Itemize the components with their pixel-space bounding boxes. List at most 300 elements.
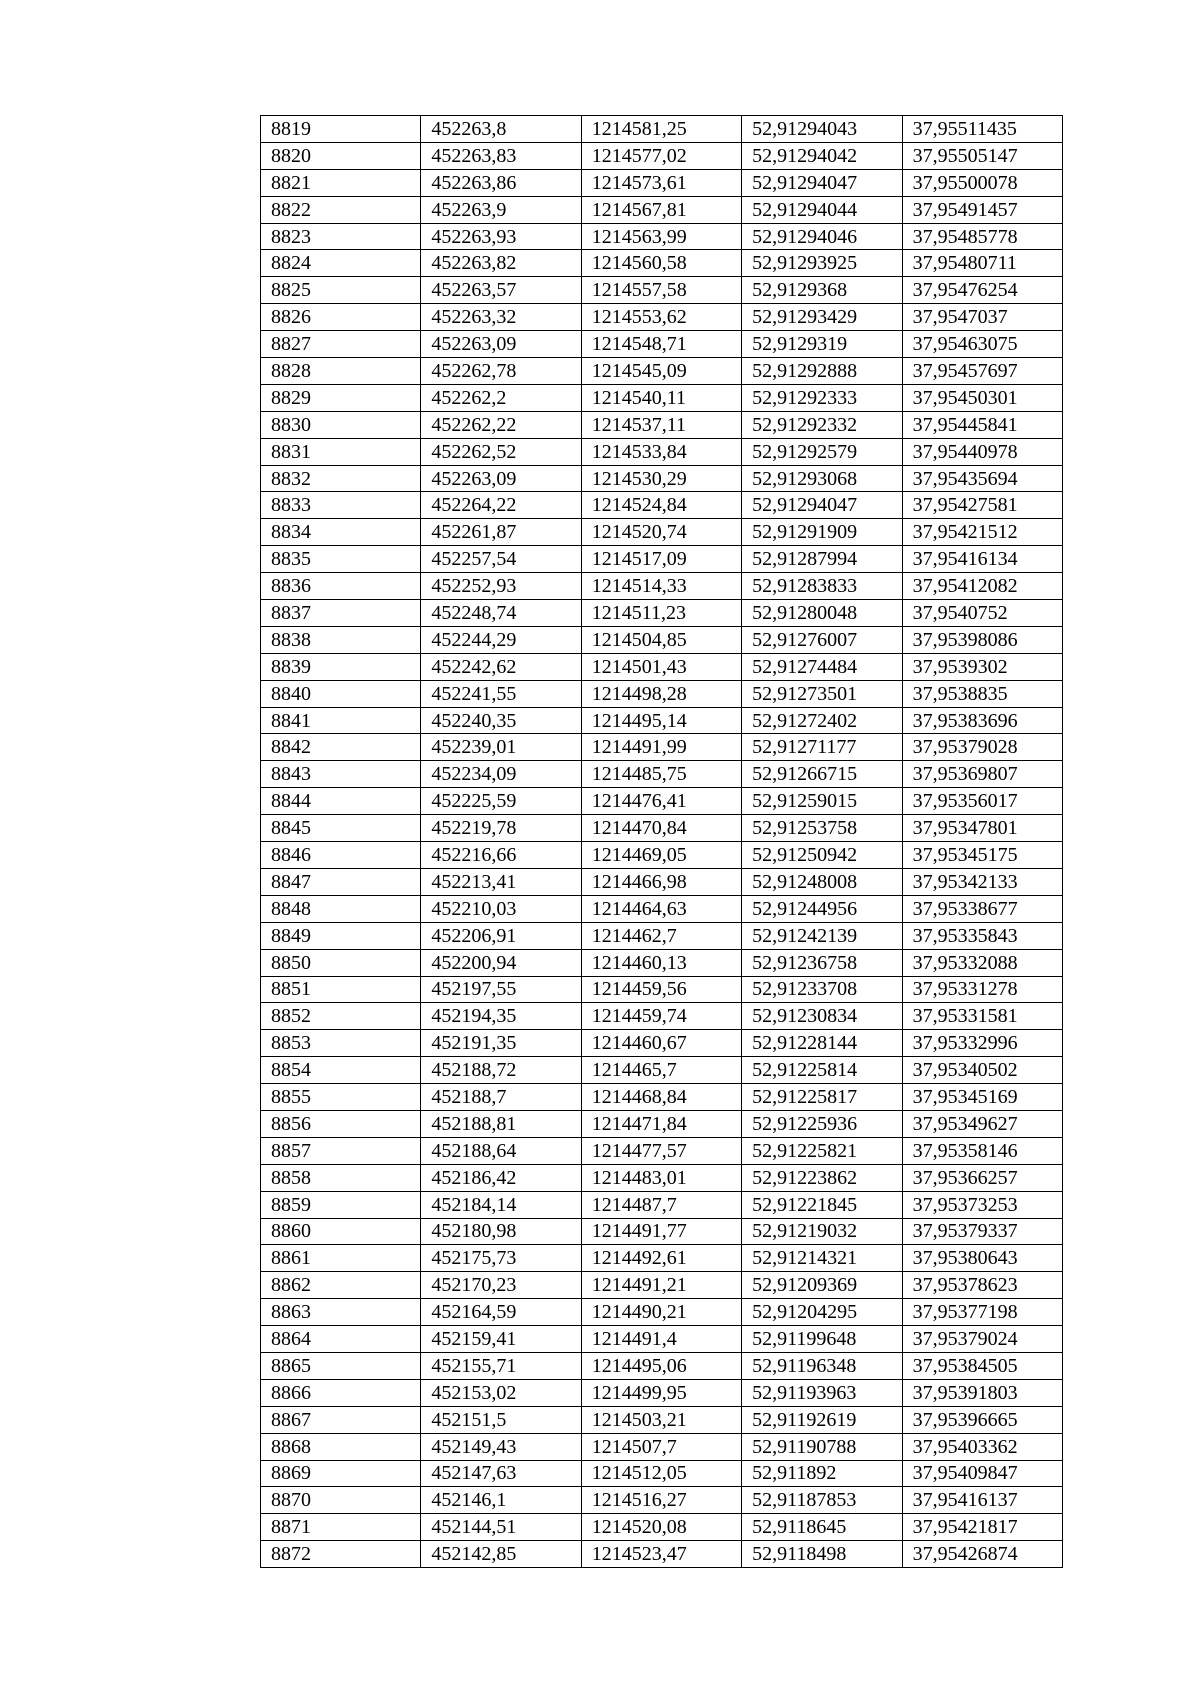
table-row bbox=[261, 1352, 1063, 1379]
y-coordinate-cell: 1214553,62 bbox=[581, 304, 741, 331]
x-coordinate-cell: 452144,51 bbox=[421, 1514, 581, 1541]
latitude-cell: 52,9118498 bbox=[742, 1541, 902, 1568]
latitude-cell: 52,91242139 bbox=[742, 922, 902, 949]
table-row bbox=[261, 1137, 1063, 1164]
table-row bbox=[261, 761, 1063, 788]
point-number-cell: 8824 bbox=[261, 250, 421, 277]
point-number-cell: 8871 bbox=[261, 1514, 421, 1541]
longitude-cell: 37,95378623 bbox=[902, 1272, 1062, 1299]
x-coordinate-cell: 452262,52 bbox=[421, 438, 581, 465]
point-number-cell: 8858 bbox=[261, 1164, 421, 1191]
latitude-cell: 52,91294047 bbox=[742, 169, 902, 196]
point-number-cell: 8836 bbox=[261, 573, 421, 600]
y-coordinate-cell: 1214512,05 bbox=[581, 1460, 741, 1487]
longitude-cell: 37,95338677 bbox=[902, 895, 1062, 922]
table-row bbox=[261, 1191, 1063, 1218]
y-coordinate-cell: 1214468,84 bbox=[581, 1084, 741, 1111]
table-row bbox=[261, 626, 1063, 653]
point-number-cell: 8845 bbox=[261, 815, 421, 842]
longitude-cell: 37,95457697 bbox=[902, 358, 1062, 385]
point-number-cell: 8868 bbox=[261, 1433, 421, 1460]
point-number-cell: 8843 bbox=[261, 761, 421, 788]
longitude-cell: 37,95505147 bbox=[902, 142, 1062, 169]
y-coordinate-cell: 1214567,81 bbox=[581, 196, 741, 223]
point-number-cell: 8864 bbox=[261, 1326, 421, 1353]
x-coordinate-cell: 452184,14 bbox=[421, 1191, 581, 1218]
latitude-cell: 52,91294044 bbox=[742, 196, 902, 223]
x-coordinate-cell: 452234,09 bbox=[421, 761, 581, 788]
longitude-cell: 37,95396665 bbox=[902, 1406, 1062, 1433]
point-number-cell: 8841 bbox=[261, 707, 421, 734]
y-coordinate-cell: 1214459,74 bbox=[581, 1003, 741, 1030]
longitude-cell: 37,95421817 bbox=[902, 1514, 1062, 1541]
x-coordinate-cell: 452262,22 bbox=[421, 411, 581, 438]
longitude-cell: 37,95391803 bbox=[902, 1379, 1062, 1406]
longitude-cell: 37,95440978 bbox=[902, 438, 1062, 465]
table-row bbox=[261, 465, 1063, 492]
point-number-cell: 8853 bbox=[261, 1030, 421, 1057]
y-coordinate-cell: 1214517,09 bbox=[581, 546, 741, 573]
point-number-cell: 8820 bbox=[261, 142, 421, 169]
longitude-cell: 37,9547037 bbox=[902, 304, 1062, 331]
table-row bbox=[261, 492, 1063, 519]
latitude-cell: 52,91221845 bbox=[742, 1191, 902, 1218]
x-coordinate-cell: 452188,7 bbox=[421, 1084, 581, 1111]
point-number-cell: 8832 bbox=[261, 465, 421, 492]
point-number-cell: 8844 bbox=[261, 788, 421, 815]
longitude-cell: 37,95342133 bbox=[902, 868, 1062, 895]
longitude-cell: 37,95491457 bbox=[902, 196, 1062, 223]
longitude-cell: 37,95335843 bbox=[902, 922, 1062, 949]
x-coordinate-cell: 452263,8 bbox=[421, 116, 581, 143]
longitude-cell: 37,9540752 bbox=[902, 600, 1062, 627]
y-coordinate-cell: 1214491,21 bbox=[581, 1272, 741, 1299]
latitude-cell: 52,91225814 bbox=[742, 1057, 902, 1084]
longitude-cell: 37,95480711 bbox=[902, 250, 1062, 277]
y-coordinate-cell: 1214476,41 bbox=[581, 788, 741, 815]
y-coordinate-cell: 1214557,58 bbox=[581, 277, 741, 304]
latitude-cell: 52,91199648 bbox=[742, 1326, 902, 1353]
longitude-cell: 37,95412082 bbox=[902, 573, 1062, 600]
y-coordinate-cell: 1214537,11 bbox=[581, 411, 741, 438]
x-coordinate-cell: 452186,42 bbox=[421, 1164, 581, 1191]
table-row bbox=[261, 546, 1063, 573]
latitude-cell: 52,91236758 bbox=[742, 949, 902, 976]
x-coordinate-cell: 452170,23 bbox=[421, 1272, 581, 1299]
longitude-cell: 37,95358146 bbox=[902, 1137, 1062, 1164]
y-coordinate-cell: 1214460,13 bbox=[581, 949, 741, 976]
table-row bbox=[261, 1245, 1063, 1272]
y-coordinate-cell: 1214491,77 bbox=[581, 1218, 741, 1245]
longitude-cell: 37,95426874 bbox=[902, 1541, 1062, 1568]
point-number-cell: 8835 bbox=[261, 546, 421, 573]
y-coordinate-cell: 1214492,61 bbox=[581, 1245, 741, 1272]
point-number-cell: 8846 bbox=[261, 842, 421, 869]
latitude-cell: 52,91294043 bbox=[742, 116, 902, 143]
point-number-cell: 8819 bbox=[261, 116, 421, 143]
latitude-cell: 52,91225817 bbox=[742, 1084, 902, 1111]
x-coordinate-cell: 452252,93 bbox=[421, 573, 581, 600]
longitude-cell: 37,95435694 bbox=[902, 465, 1062, 492]
longitude-cell: 37,95345175 bbox=[902, 842, 1062, 869]
x-coordinate-cell: 452263,86 bbox=[421, 169, 581, 196]
y-coordinate-cell: 1214499,95 bbox=[581, 1379, 741, 1406]
x-coordinate-cell: 452242,62 bbox=[421, 653, 581, 680]
table-row bbox=[261, 438, 1063, 465]
table-row bbox=[261, 1164, 1063, 1191]
latitude-cell: 52,91287994 bbox=[742, 546, 902, 573]
table-row bbox=[261, 1218, 1063, 1245]
point-number-cell: 8851 bbox=[261, 976, 421, 1003]
x-coordinate-cell: 452188,72 bbox=[421, 1057, 581, 1084]
point-number-cell: 8862 bbox=[261, 1272, 421, 1299]
longitude-cell: 37,95379028 bbox=[902, 734, 1062, 761]
latitude-cell: 52,91292579 bbox=[742, 438, 902, 465]
table-row bbox=[261, 196, 1063, 223]
longitude-cell: 37,95356017 bbox=[902, 788, 1062, 815]
coordinates-table bbox=[260, 115, 1063, 1568]
table-row bbox=[261, 1514, 1063, 1541]
table-row bbox=[261, 411, 1063, 438]
point-number-cell: 8850 bbox=[261, 949, 421, 976]
table-row bbox=[261, 1030, 1063, 1057]
x-coordinate-cell: 452153,02 bbox=[421, 1379, 581, 1406]
latitude-cell: 52,91233708 bbox=[742, 976, 902, 1003]
coordinates-table-body bbox=[261, 116, 1063, 1568]
y-coordinate-cell: 1214560,58 bbox=[581, 250, 741, 277]
x-coordinate-cell: 452155,71 bbox=[421, 1352, 581, 1379]
y-coordinate-cell: 1214520,08 bbox=[581, 1514, 741, 1541]
x-coordinate-cell: 452219,78 bbox=[421, 815, 581, 842]
point-number-cell: 8838 bbox=[261, 626, 421, 653]
longitude-cell: 37,95409847 bbox=[902, 1460, 1062, 1487]
longitude-cell: 37,95485778 bbox=[902, 223, 1062, 250]
latitude-cell: 52,91283833 bbox=[742, 573, 902, 600]
point-number-cell: 8857 bbox=[261, 1137, 421, 1164]
table-row bbox=[261, 358, 1063, 385]
x-coordinate-cell: 452216,66 bbox=[421, 842, 581, 869]
longitude-cell: 37,95380643 bbox=[902, 1245, 1062, 1272]
x-coordinate-cell: 452262,2 bbox=[421, 384, 581, 411]
longitude-cell: 37,95383696 bbox=[902, 707, 1062, 734]
point-number-cell: 8865 bbox=[261, 1352, 421, 1379]
point-number-cell: 8830 bbox=[261, 411, 421, 438]
table-row bbox=[261, 1487, 1063, 1514]
x-coordinate-cell: 452188,81 bbox=[421, 1110, 581, 1137]
x-coordinate-cell: 452263,9 bbox=[421, 196, 581, 223]
latitude-cell: 52,91250942 bbox=[742, 842, 902, 869]
point-number-cell: 8852 bbox=[261, 1003, 421, 1030]
longitude-cell: 37,95347801 bbox=[902, 815, 1062, 842]
point-number-cell: 8866 bbox=[261, 1379, 421, 1406]
point-number-cell: 8831 bbox=[261, 438, 421, 465]
latitude-cell: 52,91292888 bbox=[742, 358, 902, 385]
table-row bbox=[261, 734, 1063, 761]
latitude-cell: 52,91272402 bbox=[742, 707, 902, 734]
y-coordinate-cell: 1214573,61 bbox=[581, 169, 741, 196]
latitude-cell: 52,91280048 bbox=[742, 600, 902, 627]
table-row bbox=[261, 600, 1063, 627]
table-row bbox=[261, 519, 1063, 546]
x-coordinate-cell: 452262,78 bbox=[421, 358, 581, 385]
longitude-cell: 37,95345169 bbox=[902, 1084, 1062, 1111]
table-row bbox=[261, 1541, 1063, 1568]
table-row bbox=[261, 1406, 1063, 1433]
longitude-cell: 37,95379024 bbox=[902, 1326, 1062, 1353]
table-row bbox=[261, 384, 1063, 411]
y-coordinate-cell: 1214485,75 bbox=[581, 761, 741, 788]
y-coordinate-cell: 1214545,09 bbox=[581, 358, 741, 385]
y-coordinate-cell: 1214581,25 bbox=[581, 116, 741, 143]
point-number-cell: 8847 bbox=[261, 868, 421, 895]
table-row bbox=[261, 680, 1063, 707]
longitude-cell: 37,9539302 bbox=[902, 653, 1062, 680]
point-number-cell: 8859 bbox=[261, 1191, 421, 1218]
latitude-cell: 52,91276007 bbox=[742, 626, 902, 653]
latitude-cell: 52,91294047 bbox=[742, 492, 902, 519]
y-coordinate-cell: 1214533,84 bbox=[581, 438, 741, 465]
x-coordinate-cell: 452263,82 bbox=[421, 250, 581, 277]
latitude-cell: 52,91259015 bbox=[742, 788, 902, 815]
table-row bbox=[261, 895, 1063, 922]
y-coordinate-cell: 1214483,01 bbox=[581, 1164, 741, 1191]
point-number-cell: 8867 bbox=[261, 1406, 421, 1433]
point-number-cell: 8855 bbox=[261, 1084, 421, 1111]
y-coordinate-cell: 1214469,05 bbox=[581, 842, 741, 869]
y-coordinate-cell: 1214514,33 bbox=[581, 573, 741, 600]
y-coordinate-cell: 1214487,7 bbox=[581, 1191, 741, 1218]
point-number-cell: 8849 bbox=[261, 922, 421, 949]
latitude-cell: 52,91230834 bbox=[742, 1003, 902, 1030]
table-row bbox=[261, 277, 1063, 304]
x-coordinate-cell: 452263,57 bbox=[421, 277, 581, 304]
latitude-cell: 52,91253758 bbox=[742, 815, 902, 842]
y-coordinate-cell: 1214495,14 bbox=[581, 707, 741, 734]
longitude-cell: 37,95500078 bbox=[902, 169, 1062, 196]
longitude-cell: 37,9538835 bbox=[902, 680, 1062, 707]
latitude-cell: 52,9129368 bbox=[742, 277, 902, 304]
y-coordinate-cell: 1214498,28 bbox=[581, 680, 741, 707]
longitude-cell: 37,95369807 bbox=[902, 761, 1062, 788]
x-coordinate-cell: 452225,59 bbox=[421, 788, 581, 815]
x-coordinate-cell: 452180,98 bbox=[421, 1218, 581, 1245]
point-number-cell: 8829 bbox=[261, 384, 421, 411]
longitude-cell: 37,95427581 bbox=[902, 492, 1062, 519]
table-row bbox=[261, 707, 1063, 734]
x-coordinate-cell: 452147,63 bbox=[421, 1460, 581, 1487]
x-coordinate-cell: 452159,41 bbox=[421, 1326, 581, 1353]
longitude-cell: 37,95450301 bbox=[902, 384, 1062, 411]
y-coordinate-cell: 1214503,21 bbox=[581, 1406, 741, 1433]
longitude-cell: 37,95511435 bbox=[902, 116, 1062, 143]
y-coordinate-cell: 1214464,63 bbox=[581, 895, 741, 922]
x-coordinate-cell: 452194,35 bbox=[421, 1003, 581, 1030]
latitude-cell: 52,91193963 bbox=[742, 1379, 902, 1406]
y-coordinate-cell: 1214462,7 bbox=[581, 922, 741, 949]
latitude-cell: 52,91187853 bbox=[742, 1487, 902, 1514]
x-coordinate-cell: 452241,55 bbox=[421, 680, 581, 707]
table-row bbox=[261, 1299, 1063, 1326]
table-row bbox=[261, 815, 1063, 842]
latitude-cell: 52,91223862 bbox=[742, 1164, 902, 1191]
longitude-cell: 37,95476254 bbox=[902, 277, 1062, 304]
latitude-cell: 52,9129319 bbox=[742, 331, 902, 358]
point-number-cell: 8860 bbox=[261, 1218, 421, 1245]
latitude-cell: 52,91225821 bbox=[742, 1137, 902, 1164]
point-number-cell: 8863 bbox=[261, 1299, 421, 1326]
x-coordinate-cell: 452239,01 bbox=[421, 734, 581, 761]
latitude-cell: 52,91196348 bbox=[742, 1352, 902, 1379]
y-coordinate-cell: 1214548,71 bbox=[581, 331, 741, 358]
table-row bbox=[261, 1379, 1063, 1406]
latitude-cell: 52,91294046 bbox=[742, 223, 902, 250]
latitude-cell: 52,91292332 bbox=[742, 411, 902, 438]
longitude-cell: 37,95331278 bbox=[902, 976, 1062, 1003]
latitude-cell: 52,91225936 bbox=[742, 1110, 902, 1137]
table-row bbox=[261, 1272, 1063, 1299]
longitude-cell: 37,95332088 bbox=[902, 949, 1062, 976]
latitude-cell: 52,91293925 bbox=[742, 250, 902, 277]
latitude-cell: 52,91291909 bbox=[742, 519, 902, 546]
x-coordinate-cell: 452263,93 bbox=[421, 223, 581, 250]
table-row bbox=[261, 116, 1063, 143]
table-row bbox=[261, 1433, 1063, 1460]
table-row bbox=[261, 788, 1063, 815]
y-coordinate-cell: 1214523,47 bbox=[581, 1541, 741, 1568]
x-coordinate-cell: 452146,1 bbox=[421, 1487, 581, 1514]
point-number-cell: 8837 bbox=[261, 600, 421, 627]
table-row bbox=[261, 868, 1063, 895]
x-coordinate-cell: 452257,54 bbox=[421, 546, 581, 573]
x-coordinate-cell: 452248,74 bbox=[421, 600, 581, 627]
longitude-cell: 37,95331581 bbox=[902, 1003, 1062, 1030]
latitude-cell: 52,91294042 bbox=[742, 142, 902, 169]
x-coordinate-cell: 452188,64 bbox=[421, 1137, 581, 1164]
table-row bbox=[261, 573, 1063, 600]
x-coordinate-cell: 452164,59 bbox=[421, 1299, 581, 1326]
point-number-cell: 8839 bbox=[261, 653, 421, 680]
table-row bbox=[261, 250, 1063, 277]
latitude-cell: 52,91244956 bbox=[742, 895, 902, 922]
x-coordinate-cell: 452210,03 bbox=[421, 895, 581, 922]
table-row bbox=[261, 949, 1063, 976]
y-coordinate-cell: 1214511,23 bbox=[581, 600, 741, 627]
x-coordinate-cell: 452261,87 bbox=[421, 519, 581, 546]
y-coordinate-cell: 1214460,67 bbox=[581, 1030, 741, 1057]
x-coordinate-cell: 452240,35 bbox=[421, 707, 581, 734]
table-row bbox=[261, 1460, 1063, 1487]
point-number-cell: 8869 bbox=[261, 1460, 421, 1487]
table-row bbox=[261, 653, 1063, 680]
x-coordinate-cell: 452263,83 bbox=[421, 142, 581, 169]
longitude-cell: 37,95416134 bbox=[902, 546, 1062, 573]
x-coordinate-cell: 452263,09 bbox=[421, 331, 581, 358]
point-number-cell: 8827 bbox=[261, 331, 421, 358]
longitude-cell: 37,95403362 bbox=[902, 1433, 1062, 1460]
longitude-cell: 37,95421512 bbox=[902, 519, 1062, 546]
latitude-cell: 52,9118645 bbox=[742, 1514, 902, 1541]
x-coordinate-cell: 452191,35 bbox=[421, 1030, 581, 1057]
x-coordinate-cell: 452149,43 bbox=[421, 1433, 581, 1460]
y-coordinate-cell: 1214459,56 bbox=[581, 976, 741, 1003]
x-coordinate-cell: 452200,94 bbox=[421, 949, 581, 976]
longitude-cell: 37,95349627 bbox=[902, 1110, 1062, 1137]
table-row bbox=[261, 223, 1063, 250]
point-number-cell: 8833 bbox=[261, 492, 421, 519]
latitude-cell: 52,91209369 bbox=[742, 1272, 902, 1299]
table-row bbox=[261, 976, 1063, 1003]
latitude-cell: 52,91248008 bbox=[742, 868, 902, 895]
point-number-cell: 8840 bbox=[261, 680, 421, 707]
y-coordinate-cell: 1214507,7 bbox=[581, 1433, 741, 1460]
x-coordinate-cell: 452213,41 bbox=[421, 868, 581, 895]
y-coordinate-cell: 1214577,02 bbox=[581, 142, 741, 169]
x-coordinate-cell: 452151,5 bbox=[421, 1406, 581, 1433]
latitude-cell: 52,91190788 bbox=[742, 1433, 902, 1460]
point-number-cell: 8828 bbox=[261, 358, 421, 385]
y-coordinate-cell: 1214491,4 bbox=[581, 1326, 741, 1353]
longitude-cell: 37,95384505 bbox=[902, 1352, 1062, 1379]
table-row bbox=[261, 1003, 1063, 1030]
table-row bbox=[261, 331, 1063, 358]
y-coordinate-cell: 1214471,84 bbox=[581, 1110, 741, 1137]
x-coordinate-cell: 452197,55 bbox=[421, 976, 581, 1003]
latitude-cell: 52,91292333 bbox=[742, 384, 902, 411]
latitude-cell: 52,91293429 bbox=[742, 304, 902, 331]
latitude-cell: 52,91293068 bbox=[742, 465, 902, 492]
latitude-cell: 52,91204295 bbox=[742, 1299, 902, 1326]
latitude-cell: 52,91271177 bbox=[742, 734, 902, 761]
longitude-cell: 37,95373253 bbox=[902, 1191, 1062, 1218]
longitude-cell: 37,95379337 bbox=[902, 1218, 1062, 1245]
longitude-cell: 37,95366257 bbox=[902, 1164, 1062, 1191]
table-row bbox=[261, 1084, 1063, 1111]
latitude-cell: 52,91228144 bbox=[742, 1030, 902, 1057]
point-number-cell: 8870 bbox=[261, 1487, 421, 1514]
point-number-cell: 8826 bbox=[261, 304, 421, 331]
point-number-cell: 8854 bbox=[261, 1057, 421, 1084]
y-coordinate-cell: 1214563,99 bbox=[581, 223, 741, 250]
longitude-cell: 37,95332996 bbox=[902, 1030, 1062, 1057]
point-number-cell: 8842 bbox=[261, 734, 421, 761]
y-coordinate-cell: 1214491,99 bbox=[581, 734, 741, 761]
y-coordinate-cell: 1214490,21 bbox=[581, 1299, 741, 1326]
latitude-cell: 52,91266715 bbox=[742, 761, 902, 788]
point-number-cell: 8861 bbox=[261, 1245, 421, 1272]
table-row bbox=[261, 304, 1063, 331]
x-coordinate-cell: 452263,09 bbox=[421, 465, 581, 492]
latitude-cell: 52,91274484 bbox=[742, 653, 902, 680]
latitude-cell: 52,91273501 bbox=[742, 680, 902, 707]
y-coordinate-cell: 1214530,29 bbox=[581, 465, 741, 492]
point-number-cell: 8825 bbox=[261, 277, 421, 304]
y-coordinate-cell: 1214524,84 bbox=[581, 492, 741, 519]
x-coordinate-cell: 452264,22 bbox=[421, 492, 581, 519]
y-coordinate-cell: 1214495,06 bbox=[581, 1352, 741, 1379]
longitude-cell: 37,95398086 bbox=[902, 626, 1062, 653]
longitude-cell: 37,95463075 bbox=[902, 331, 1062, 358]
table-row bbox=[261, 842, 1063, 869]
longitude-cell: 37,95416137 bbox=[902, 1487, 1062, 1514]
y-coordinate-cell: 1214465,7 bbox=[581, 1057, 741, 1084]
y-coordinate-cell: 1214540,11 bbox=[581, 384, 741, 411]
table-row bbox=[261, 142, 1063, 169]
x-coordinate-cell: 452142,85 bbox=[421, 1541, 581, 1568]
y-coordinate-cell: 1214466,98 bbox=[581, 868, 741, 895]
point-number-cell: 8856 bbox=[261, 1110, 421, 1137]
table-row bbox=[261, 922, 1063, 949]
latitude-cell: 52,91219032 bbox=[742, 1218, 902, 1245]
